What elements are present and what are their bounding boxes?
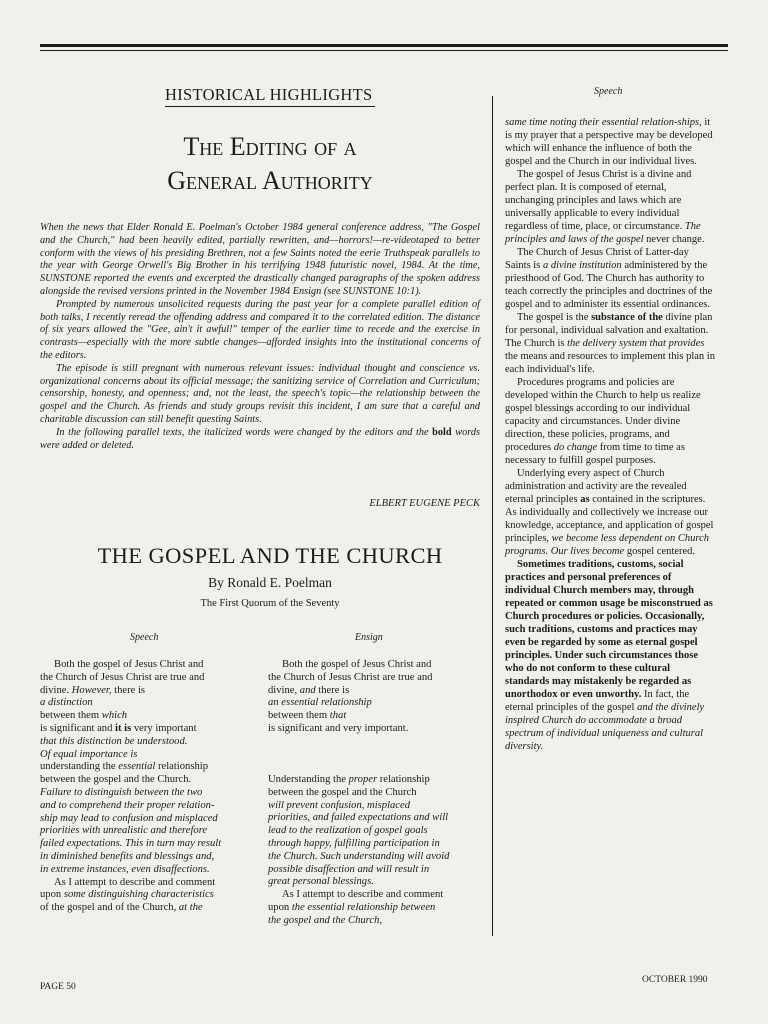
speech-line: between them which <box>40 710 128 722</box>
ensign-column-continued <box>268 774 483 928</box>
editorial-intro <box>40 222 480 452</box>
speech-line: that this distinction be understood. <box>40 735 188 747</box>
speech-line: in diminished benefits and blessings and, <box>40 850 215 862</box>
right-paragraph-4: The gospel is the substance of the divine plan for personal, individual salvation and exaltation. The Church is the delivery system that provides the means and resources to implement this plan in each individual's life. <box>505 312 715 375</box>
speech-line: Failure to distinguish between the two <box>40 786 203 798</box>
speech-line: understanding the essential relationship <box>40 761 209 773</box>
ensign-line: is significant and very important. <box>268 722 409 734</box>
ensign-line: between the gospel and the Church <box>268 786 417 798</box>
ensign-line: lead to the realization of gospel goals <box>268 825 428 837</box>
top-rule-thin <box>40 50 728 51</box>
right-paragraph-3: The Church of Jesus Christ of Latter-day Saints is a divine institution administered by the priesthood of God. The Church has authority to teach correctly the principles and doctrines of the gospel and to administer its essential ordinances. <box>505 247 713 310</box>
intro-paragraph-3: The episode is still pregnant with numerous relevant issues: individual thought and conscience vs. organizational concerns about its official message; the sanitizing service of Correlation and Curriculum; censorship, honesty, and openness; and, not the least, the speech's topic—the relationship between the gospel and the Church. As friends and study groups revisit this incident, I am sure that a careful and charitable discussion can still benefit questing Saints. <box>40 362 480 425</box>
speech-line: the Church of Jesus Christ are true and <box>40 671 205 683</box>
speech-line: Of equal importance is <box>40 748 138 760</box>
ensign-line: priorities, and failed expectations and will <box>268 812 449 824</box>
ensign-line: through happy, fulfilling participation in <box>268 837 440 849</box>
speech-line: and to comprehend their proper relation- <box>40 799 215 811</box>
article-title: THE GOSPEL AND THE CHURCH <box>97 543 443 568</box>
page-title-line1: The Editing of a <box>183 132 357 161</box>
right-paragraph-1: same time noting their essential relation-ships, it is my prayer that a perspective may be developed which will enhance the influence of both the gospel and the Church in our individual lives. <box>505 117 713 167</box>
speech-line: of the gospel and of the Church, at the <box>40 902 203 914</box>
ensign-column-label: Ensign <box>355 632 383 643</box>
speech-line: is significant and it is very important <box>40 722 197 734</box>
issue-date: OCTOBER 1990 <box>642 975 708 985</box>
speech-column-label: Speech <box>130 632 159 643</box>
right-paragraph-7: Sometimes traditions, customs, social practices and personal preferences of individual Church members may, through repeated or common usage be misconstrued as Church procedures or policies. Occasionally, such traditions, customs and practices may even be regarded by some as eternal gospel principles. Under such circumstances those who do not conform to these cultural standards may mistakenly be regarded as unorthodox or even unworthy. In fact, the eternal principles of the gospel and the divinely inspired Church do accommodate a broad spectrum of individual uniqueness and cultural diversity. <box>505 559 713 752</box>
ensign-line: upon the essential relationship between <box>268 901 436 913</box>
right-column-label: Speech <box>594 86 623 97</box>
page-number: PAGE 50 <box>40 982 76 992</box>
speech-line: failed expectations. This in turn may result <box>40 838 222 850</box>
right-paragraph-6: Underlying every aspect of Church administration and activity are the revealed eternal principles as contained in the scriptures. As individually and collectively we increase our knowledge, acceptance, and application of gospel principles, we become less dependent on Church programs. Our lives become gospel centered. <box>505 468 714 557</box>
speech-line: upon some distinguishing characteristics <box>40 889 214 901</box>
ensign-line: Both the gospel of Jesus Christ and <box>282 659 432 670</box>
author-affiliation: The First Quorum of the Seventy <box>200 598 340 609</box>
speech-line: priorities with unrealistic and therefore <box>40 825 208 837</box>
speech-line: a distinction <box>40 697 93 709</box>
section-kicker: HISTORICAL HIGHLIGHTS <box>165 85 375 107</box>
top-rule-thick <box>40 44 728 47</box>
ensign-line: will prevent confusion, misplaced <box>268 799 411 811</box>
intro-paragraph-4: In the following parallel texts, the italicized words were changed by the editors and the bold words were added or deleted. <box>40 426 481 451</box>
speech-line: divine. However, there is <box>40 684 146 696</box>
speech-line: Both the gospel of Jesus Christ and <box>54 659 204 670</box>
editor-signature: ELBERT EUGENE PECK <box>369 498 480 509</box>
column-divider <box>492 96 493 936</box>
ensign-line: between them that <box>268 710 347 722</box>
speech-line: ship may lead to confusion and misplaced <box>40 812 218 824</box>
ensign-line: As I attempt to describe and comment <box>282 889 444 901</box>
article-byline: By Ronald E. Poelman <box>208 575 332 590</box>
page-title-line2: General Authority <box>167 166 373 195</box>
intro-paragraph-1: When the news that Elder Ronald E. Poelman's October 1984 general conference address, "The Gospel and the Church," had been heavily edited, partially rewritten, and—horrors!—re-videotaped to better conform with the views of his presiding Brethren, not a few Saints noted the eerie Truthspeak parallels to the year with George Orwell's Big Brother in his terrifying 1948 futuristic novel, 1984. At the time, SUNSTONE reported the events and excerpted the drastically changed paragraphs of the spoken address alongside the revised versions printed in the November 1984 Ensign (see SUNSTONE 10:1). <box>40 222 480 297</box>
speech-line: in extreme instances, even disaffections. <box>40 863 210 875</box>
ensign-line: Understanding the proper relationship <box>268 774 430 785</box>
ensign-line: the gospel and the Church, <box>268 914 383 926</box>
intro-paragraph-2: Prompted by numerous unsolicited requests during the past year for a complete parallel edition of both talks, I recently reread the offending address and compared it to the correlated edition. The distance of six years allowed the "Gee, ain't it awful!" temper of the earlier time to recede and the exercise in contrasts—especially with the more subtle changes—afforded insights into the institutional concerns of the editors. <box>40 298 480 361</box>
ensign-line: the Church. Such understanding will avoid <box>268 850 450 862</box>
speech-line: between the gospel and the Church. <box>40 774 192 786</box>
right-paragraph-2: The gospel of Jesus Christ is a divine and perfect plan. It is composed of eternal, unchanging principles and laws which are universally applicable to every individual regardless of time, place, or circumstance. The principles and laws of the gospel never change. <box>505 169 705 245</box>
right-column <box>505 116 717 753</box>
ensign-line: an essential relationship <box>268 697 372 709</box>
ensign-column <box>268 659 483 736</box>
ensign-line: great personal blessings. <box>268 876 374 888</box>
page-title <box>60 130 480 198</box>
ensign-line: the Church of Jesus Christ are true and <box>268 671 433 683</box>
speech-column <box>40 659 255 915</box>
ensign-line: divine, and there is <box>268 684 350 696</box>
speech-line: As I attempt to describe and comment <box>54 876 216 888</box>
right-paragraph-5: Procedures programs and policies are developed within the Church to help us realize gospel blessings according to our individual capacity and circumstances. Under divine direction, these policies, programs, and procedures do change from time to time as necessary to fulfill gospel purposes. <box>505 377 701 466</box>
ensign-line: possible disaffection and will result in <box>268 863 430 875</box>
